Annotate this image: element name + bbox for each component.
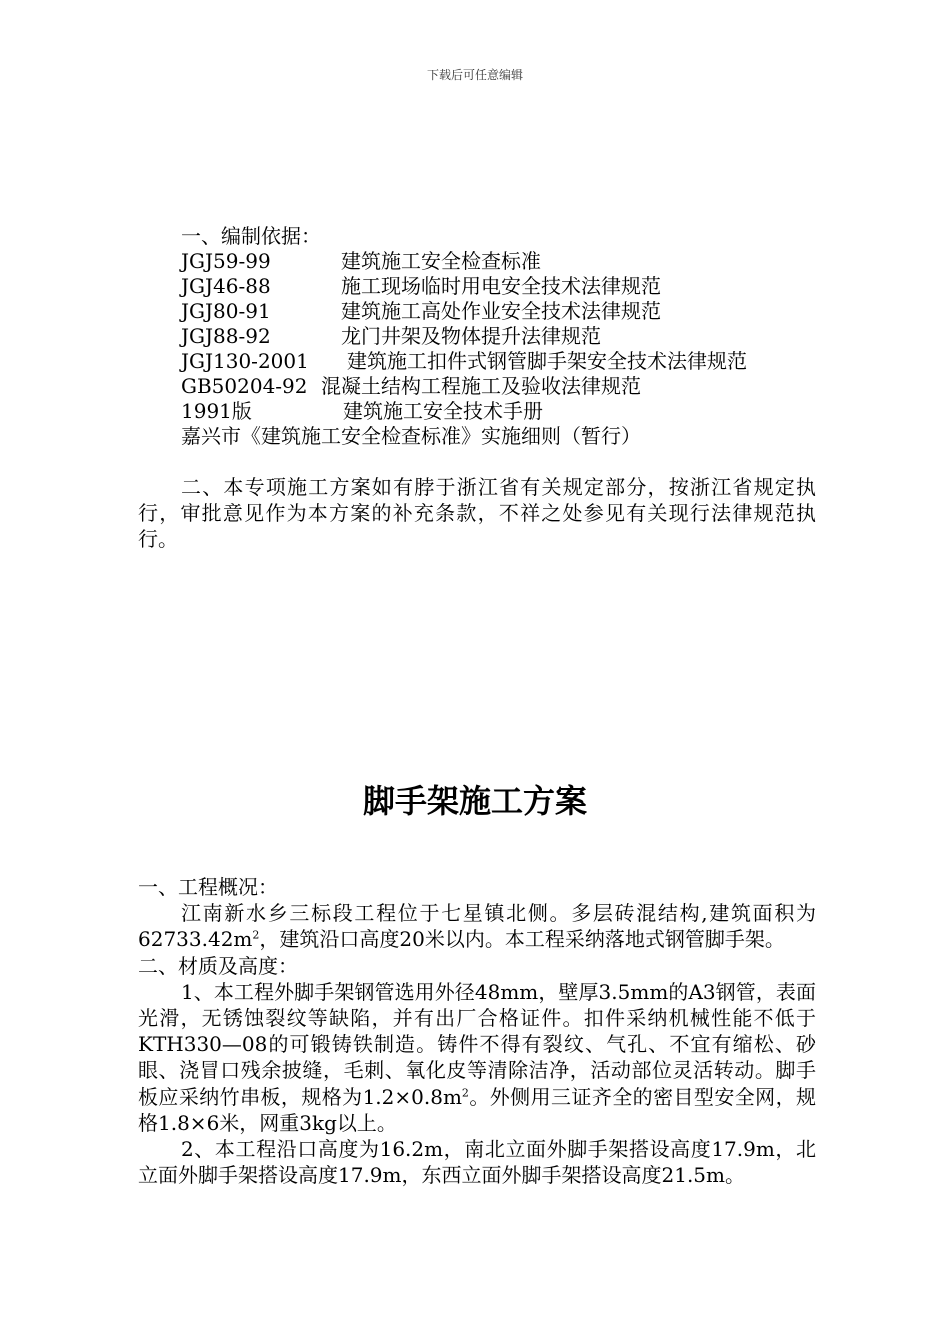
basis-item xyxy=(181,324,831,349)
basis-item xyxy=(181,299,831,324)
standard-code: GB50204-92 xyxy=(181,374,308,398)
standard-code: JGJ46-88 xyxy=(181,274,271,298)
standard-title: 建筑施工安全技术手册 xyxy=(343,399,543,423)
standard-code: JGJ59-99 xyxy=(181,249,271,273)
overview-text-a: 江南新水乡三标段工程位于七星镇北侧。多层砖混结构,建筑面积为62733.42m xyxy=(138,901,816,952)
overview-heading: 一、工程概况： xyxy=(138,875,278,899)
standard-title: 施工现场临时用电安全技术法律规范 xyxy=(341,274,661,298)
item-one-text-b: 。外侧用三证齐全的密目型安全网，规格1.8×6米，网重3kg以上。 xyxy=(138,1084,816,1135)
standard-code: 1991版 xyxy=(181,399,252,423)
page-title: 脚手架施工方案 xyxy=(362,782,587,820)
standard-title: 龙门井架及物体提升法律规范 xyxy=(341,324,601,348)
standard-code: JGJ88-92 xyxy=(181,324,271,348)
item-one-paragraph xyxy=(138,979,816,1136)
section-two-paragraph: 二、本专项施工方案如有脖于浙江省有关规定部分，按浙江省规定执行，审批意见作为本方案的补充条款，不祥之处参见有关现行法律规范执行。 xyxy=(138,475,816,551)
standard-title: 混凝土结构工程施工及验收法律规范 xyxy=(321,374,641,398)
basis-item xyxy=(181,399,831,424)
header-note: 下载后可任意编辑 xyxy=(426,68,523,82)
plan-body xyxy=(138,874,816,1188)
overview-paragraph xyxy=(138,900,816,952)
basis-heading: 一、编制依据： xyxy=(181,224,321,248)
standard-title: 建筑施工高处作业安全技术法律规范 xyxy=(341,299,661,323)
item-two-paragraph: 2、本工程沿口高度为16.2m，南北立面外脚手架搭设高度17.9m，北立面外脚手架搭设高度17.9m，东西立面外脚手架搭设高度21.5m。 xyxy=(138,1137,816,1188)
basis-item xyxy=(181,374,831,399)
superscript: 2 xyxy=(252,928,260,942)
material-heading: 二、材质及高度： xyxy=(138,953,298,978)
overview-text-b: ，建筑沿口高度20米以内。本工程采纳落地式钢管脚手架。 xyxy=(259,927,785,952)
standard-code: JGJ130-2001 xyxy=(181,349,309,373)
basis-item xyxy=(181,349,831,374)
basis-last-line: 嘉兴市《建筑施工安全检查标准》实施细则（暂行） xyxy=(181,424,641,448)
standard-title: 建筑施工扣件式钢管脚手架安全技术法律规范 xyxy=(347,349,747,373)
standard-code: JGJ80-91 xyxy=(181,299,271,323)
standard-title: 建筑施工安全检查标准 xyxy=(341,249,541,273)
basis-section xyxy=(181,224,831,449)
basis-item xyxy=(181,274,831,299)
basis-item xyxy=(181,249,831,274)
item-one-text-a: 1、本工程外脚手架钢管选用外径48mm，壁厚3.5mm的A3钢管，表面光滑，无锈蚀裂纹等缺陷，并有出厂合格证件。扣件采纳机械性能不低于KTH330—08的可锻铸铁制造。铸件不得有裂纹、气孔、不宜有缩松、砂眼、浇冒口残余披缝，毛刺、氧化皮等清除洁净，活动部位灵活转动。脚手板应采纳竹串板，规格为1.2×0.8m xyxy=(138,979,816,1109)
superscript: 2 xyxy=(461,1085,469,1099)
